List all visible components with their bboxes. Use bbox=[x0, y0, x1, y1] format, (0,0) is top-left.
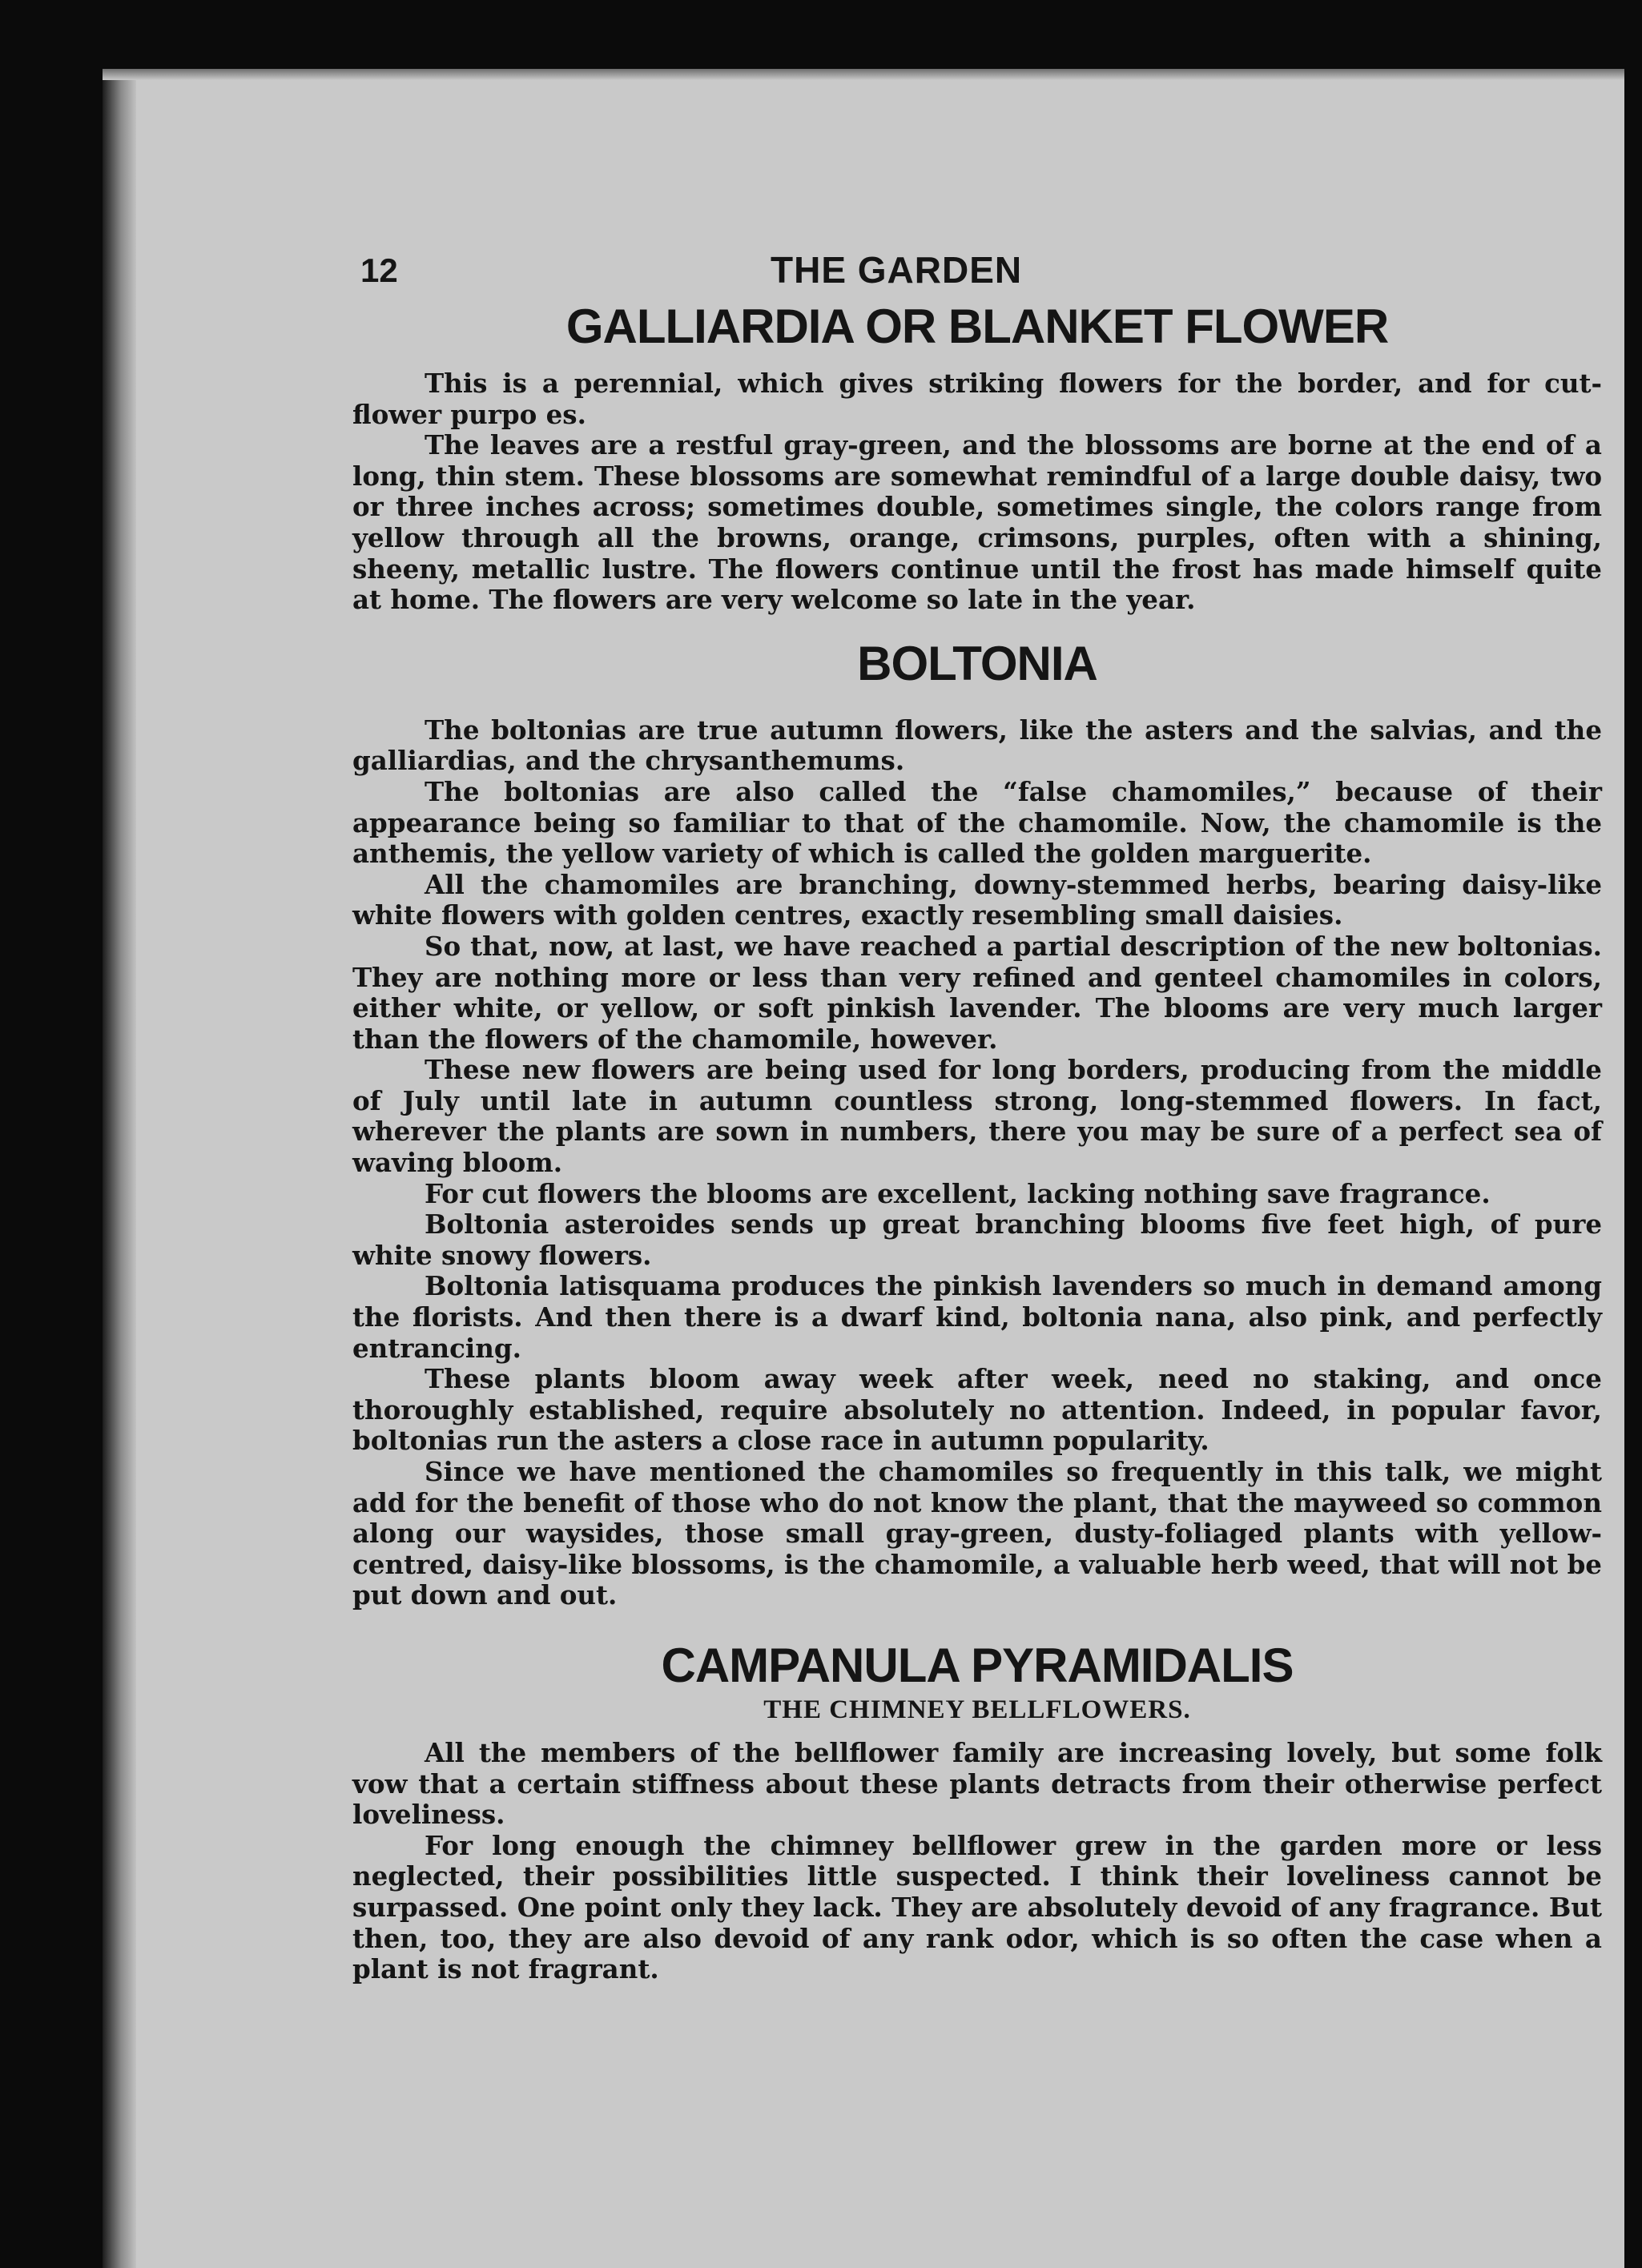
paragraph: These plants bloom away week after week, need no staking, and once thoroughly established, require absolutely no attention. Indeed, in popular favor, boltonias run the asters a close race in autumn popularity. bbox=[352, 1363, 1602, 1457]
paragraph: The boltonias are true autumn flowers, like the asters and the salvias, and the galliardias, and the chrysanthemums. bbox=[352, 714, 1602, 777]
paragraph: All the members of the bellflower family are increasing lovely, but some folk vow that a certain stiffness about these plants detracts from their otherwise perfect loveliness. bbox=[352, 1736, 1602, 1831]
paragraph: The boltonias are also called the “false chamomiles,” because of their appearance being so familiar to that of the chamomile. Now, the chamomile is the anthemis, the yellow variety of which is called the golden marguerite. bbox=[352, 775, 1602, 870]
paragraph: Since we have mentioned the chamomiles so frequently in this talk, we might add for the benefit of those who do not know the plant, that the mayweed so common along our waysides, those small gray-green, dusty-foliaged plants with yellow-centred, daisy-like blossoms, is the chamomile, a valuable herb weed, that will not be put down and out. bbox=[352, 1456, 1602, 1611]
section-galliardia bbox=[352, 300, 1602, 616]
paragraph: For cut flowers the blooms are excellent, lacking nothing save fragrance. bbox=[425, 1177, 1491, 1209]
page-top-edge bbox=[103, 69, 1624, 80]
section-heading: CAMPANULA PYRAMIDALIS bbox=[661, 1638, 1294, 1692]
paragraph: These new flowers are being used for long borders, producing from the middle of July until late in autumn countless strong, long-stemmed flowers. In fact, wherever the plants are sown in numbers, there you may be sure of a perfect sea of waving bloom. bbox=[352, 1054, 1602, 1179]
page-binding-edge bbox=[103, 69, 136, 2268]
section-boltonia bbox=[352, 637, 1602, 1611]
paragraph: All the chamomiles are branching, downy-stemmed herbs, bearing daisy-like white flowers with golden centres, exactly resembling small daisies. bbox=[352, 868, 1602, 931]
section-subheading: THE CHIMNEY BELLFLOWERS. bbox=[763, 1695, 1191, 1724]
paragraph: For long enough the chimney bellflower grew in the garden more or less neglected, their possibilities little suspected. I think their loveliness cannot be surpassed. One point only they lack. They are absolutely devoid of any fragrance. But then, too, they are also devoid of any rank odor, which is so often the case when a plant is not fragrant. bbox=[352, 1829, 1602, 1985]
paragraph: The leaves are a restful gray-green, and the blossoms are borne at the end of a long, thin stem. These blossoms are somewhat remindful of a large double daisy, two or three inches across; sometimes double, sometimes single, the colors range from yellow through all the browns, orange, crimsons, purples, often with a shining, sheeny, metallic lustre. The flowers continue until the frost has made himself quite at home. The flowers are very welcome so late in the year. bbox=[352, 429, 1602, 616]
paragraph: So that, now, at last, we have reached a partial description of the new boltonias. They are nothing more or less than very refined and genteel chamomiles in colors, either white, or yellow, or soft pinkish lavender. The blooms are very much larger than the flowers of the chamomile, however. bbox=[352, 930, 1602, 1055]
paragraph: Boltonia asteroides sends up great branching blooms five feet high, of pure white snowy flowers. bbox=[352, 1208, 1602, 1271]
section-campanula bbox=[352, 1639, 1602, 1985]
section-heading: BOLTONIA bbox=[857, 636, 1097, 690]
paragraph: Boltonia latisquama produces the pinkish lavenders so much in demand among the florists. And then there is a dwarf kind, boltonia nana, also pink, and perfectly entrancing. bbox=[352, 1270, 1602, 1364]
scanned-page bbox=[103, 69, 1624, 2268]
page-content bbox=[352, 242, 1602, 1985]
running-header bbox=[352, 242, 1602, 300]
section-heading: GALLIARDIA OR BLANKET FLOWER bbox=[565, 300, 1389, 353]
running-title: THE GARDEN bbox=[771, 249, 1023, 291]
paragraph: This is a perennial, which gives striking flowers for the border, and for cut-flower purpo es. bbox=[352, 368, 1602, 430]
page-number: 12 bbox=[360, 251, 398, 289]
